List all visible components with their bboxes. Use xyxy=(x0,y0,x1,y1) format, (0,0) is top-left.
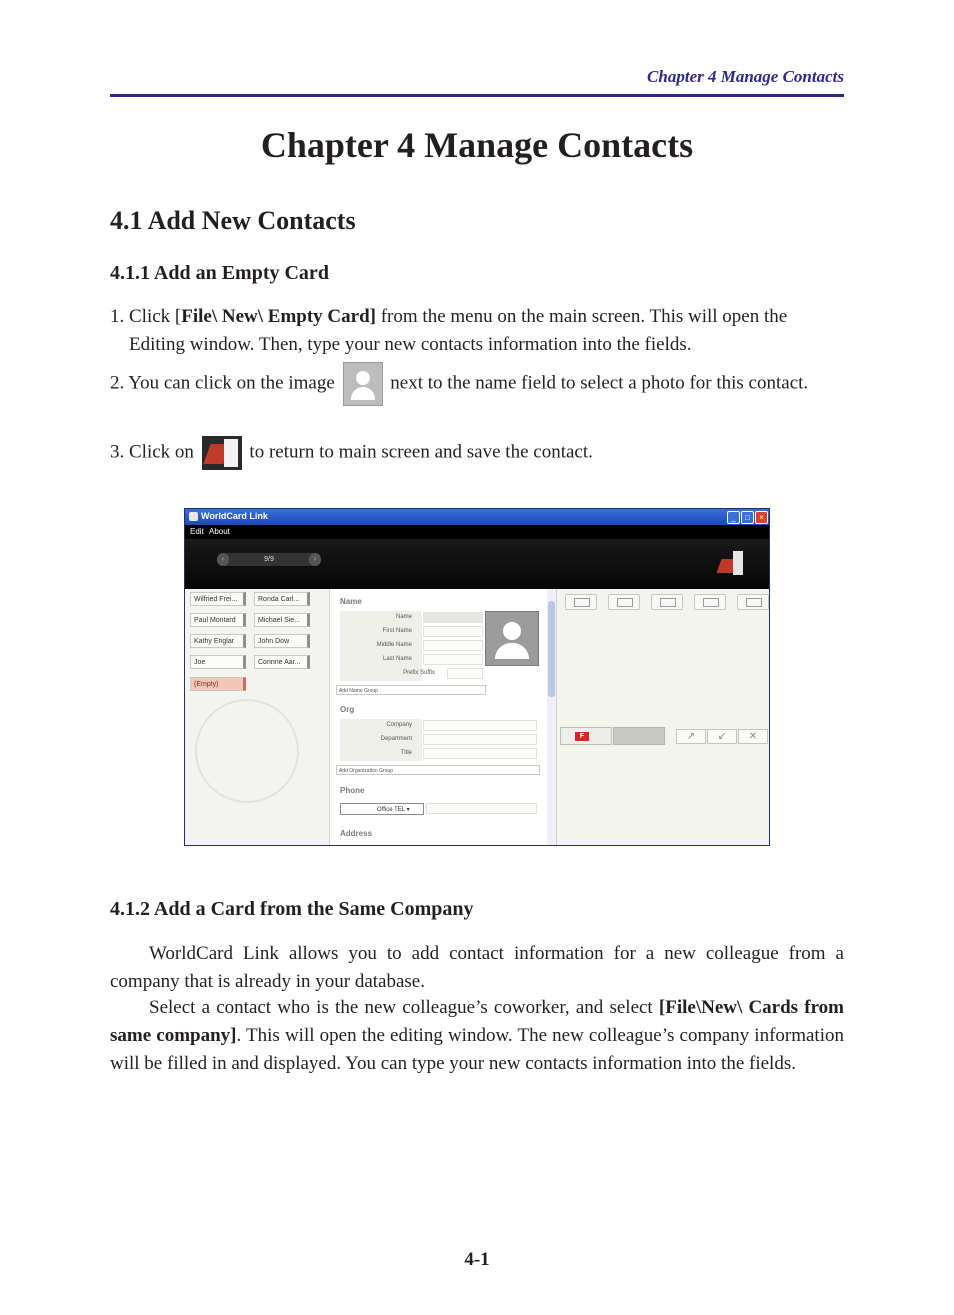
card-preview-pane xyxy=(556,589,770,845)
pager-count: 9/9 xyxy=(264,556,274,563)
menu-edit[interactable]: Edit xyxy=(190,527,204,536)
field-label: Last Name xyxy=(382,656,412,662)
step-1: 1. Click [File\ New\ Empty Card] from the menu on the main screen. This will open the Editing window. Then, type your new contacts information into the fields. xyxy=(110,306,788,355)
company-input[interactable] xyxy=(423,720,537,731)
phone-type-select[interactable]: Office TEL ▾ xyxy=(340,803,424,815)
window-title: WorldCard Link xyxy=(201,511,268,521)
delete-icon[interactable]: ✕ xyxy=(738,729,768,744)
minimize-icon[interactable]: _ xyxy=(727,511,740,524)
step-2: 2. You can click on the image next to the name field to select a photo for this contact. xyxy=(110,362,844,406)
field-label: Title xyxy=(400,750,412,756)
add-name-group-input[interactable]: Add Name Group xyxy=(336,685,486,695)
toolbar xyxy=(185,539,769,589)
maximize-icon[interactable]: □ xyxy=(741,511,754,524)
contact-chip[interactable]: Michael Sie... xyxy=(254,613,310,627)
edit-form xyxy=(330,589,556,845)
card-pager[interactable] xyxy=(217,553,321,566)
header-rule xyxy=(110,94,844,97)
step-3: 3. Click on to return to main screen and save the contact. xyxy=(110,436,844,470)
save-return-button[interactable] xyxy=(719,549,749,577)
contact-chip[interactable]: Kathy Englar xyxy=(190,634,246,648)
paragraph-1: WorldCard Link allows you to add contact information for a new colleague from a company that is already in your database. xyxy=(110,943,844,992)
card-front-button[interactable] xyxy=(560,727,612,745)
expand-icon[interactable]: ↗ xyxy=(676,729,706,744)
globe-watermark-icon xyxy=(195,699,299,803)
shrink-icon[interactable]: ↙ xyxy=(707,729,737,744)
field-label: Name xyxy=(395,614,412,620)
contact-chip-empty[interactable]: (Empty) xyxy=(190,677,246,691)
chapter-title: Chapter 4 Manage Contacts xyxy=(260,125,694,165)
window-titlebar xyxy=(185,509,769,525)
menu-about[interactable]: About xyxy=(209,527,230,536)
prefix-suffix-input[interactable] xyxy=(447,668,483,679)
worldcard-link-screenshot xyxy=(184,508,770,846)
name-input[interactable] xyxy=(423,612,483,623)
field-label: Middle Name xyxy=(376,642,412,648)
section-heading-4-1: 4.1 Add New Contacts xyxy=(110,206,356,235)
card-back-button[interactable] xyxy=(613,727,665,745)
contact-chip[interactable]: Paul Montard xyxy=(190,613,246,627)
save-return-icon xyxy=(202,436,242,470)
view-card-button[interactable] xyxy=(565,594,597,610)
first-name-input[interactable] xyxy=(423,626,483,637)
field-label: First Name xyxy=(382,628,412,634)
next-arrow-icon[interactable]: › xyxy=(309,553,321,566)
last-name-input[interactable] xyxy=(423,654,483,665)
middle-name-input[interactable] xyxy=(423,640,483,651)
view-list-button[interactable] xyxy=(608,594,640,610)
running-header: Chapter 4 Manage Contacts xyxy=(647,67,844,86)
contact-chip[interactable]: Ronda Carl... xyxy=(254,592,310,606)
org-section-header: Org xyxy=(340,705,355,714)
view-image-button[interactable] xyxy=(651,594,683,610)
add-organization-group-input[interactable]: Add Organization Group xyxy=(336,765,540,775)
close-icon[interactable]: × xyxy=(755,511,768,524)
contact-photo-button[interactable] xyxy=(485,611,539,666)
title-input[interactable] xyxy=(423,748,537,759)
address-section-header: Address xyxy=(340,829,373,838)
field-label: Company xyxy=(386,722,412,728)
view-detail-button[interactable] xyxy=(694,594,726,610)
view-full-button[interactable] xyxy=(737,594,769,610)
front-f-icon: F xyxy=(575,732,589,741)
field-label: Department xyxy=(380,736,412,742)
department-input[interactable] xyxy=(423,734,537,745)
prev-arrow-icon[interactable]: ‹ xyxy=(217,553,229,566)
subsection-heading-4-1-1: 4.1.1 Add an Empty Card xyxy=(110,262,329,284)
contact-chip[interactable]: Joe xyxy=(190,655,246,669)
app-icon xyxy=(189,512,198,521)
contact-chip[interactable]: Wilfried Frei... xyxy=(190,592,246,606)
contact-chip[interactable]: Corinne Aar... xyxy=(254,655,310,669)
form-scrollbar[interactable] xyxy=(547,589,556,845)
name-section-header: Name xyxy=(340,597,362,606)
phone-input[interactable] xyxy=(426,803,537,814)
contact-list xyxy=(185,589,330,845)
field-label: Prefix Suffix xyxy=(403,670,435,676)
contact-chip[interactable]: John Dow xyxy=(254,634,310,648)
subsection-heading-4-1-2: 4.1.2 Add a Card from the Same Company xyxy=(110,898,474,920)
menu-bar xyxy=(185,525,769,539)
page-number: 4-1 xyxy=(464,1249,490,1270)
paragraph-2: Select a contact who is the new colleague’s coworker, and select [File\New\ Cards from same company]. This will open the editing window. The new colleague’s company information will be filled in and displayed. You can type your new contacts information into the fields. xyxy=(110,997,844,1074)
phone-section-header: Phone xyxy=(340,786,365,795)
dropdown-arrow-icon: ▾ xyxy=(406,807,410,813)
photo-placeholder-icon xyxy=(343,362,383,406)
